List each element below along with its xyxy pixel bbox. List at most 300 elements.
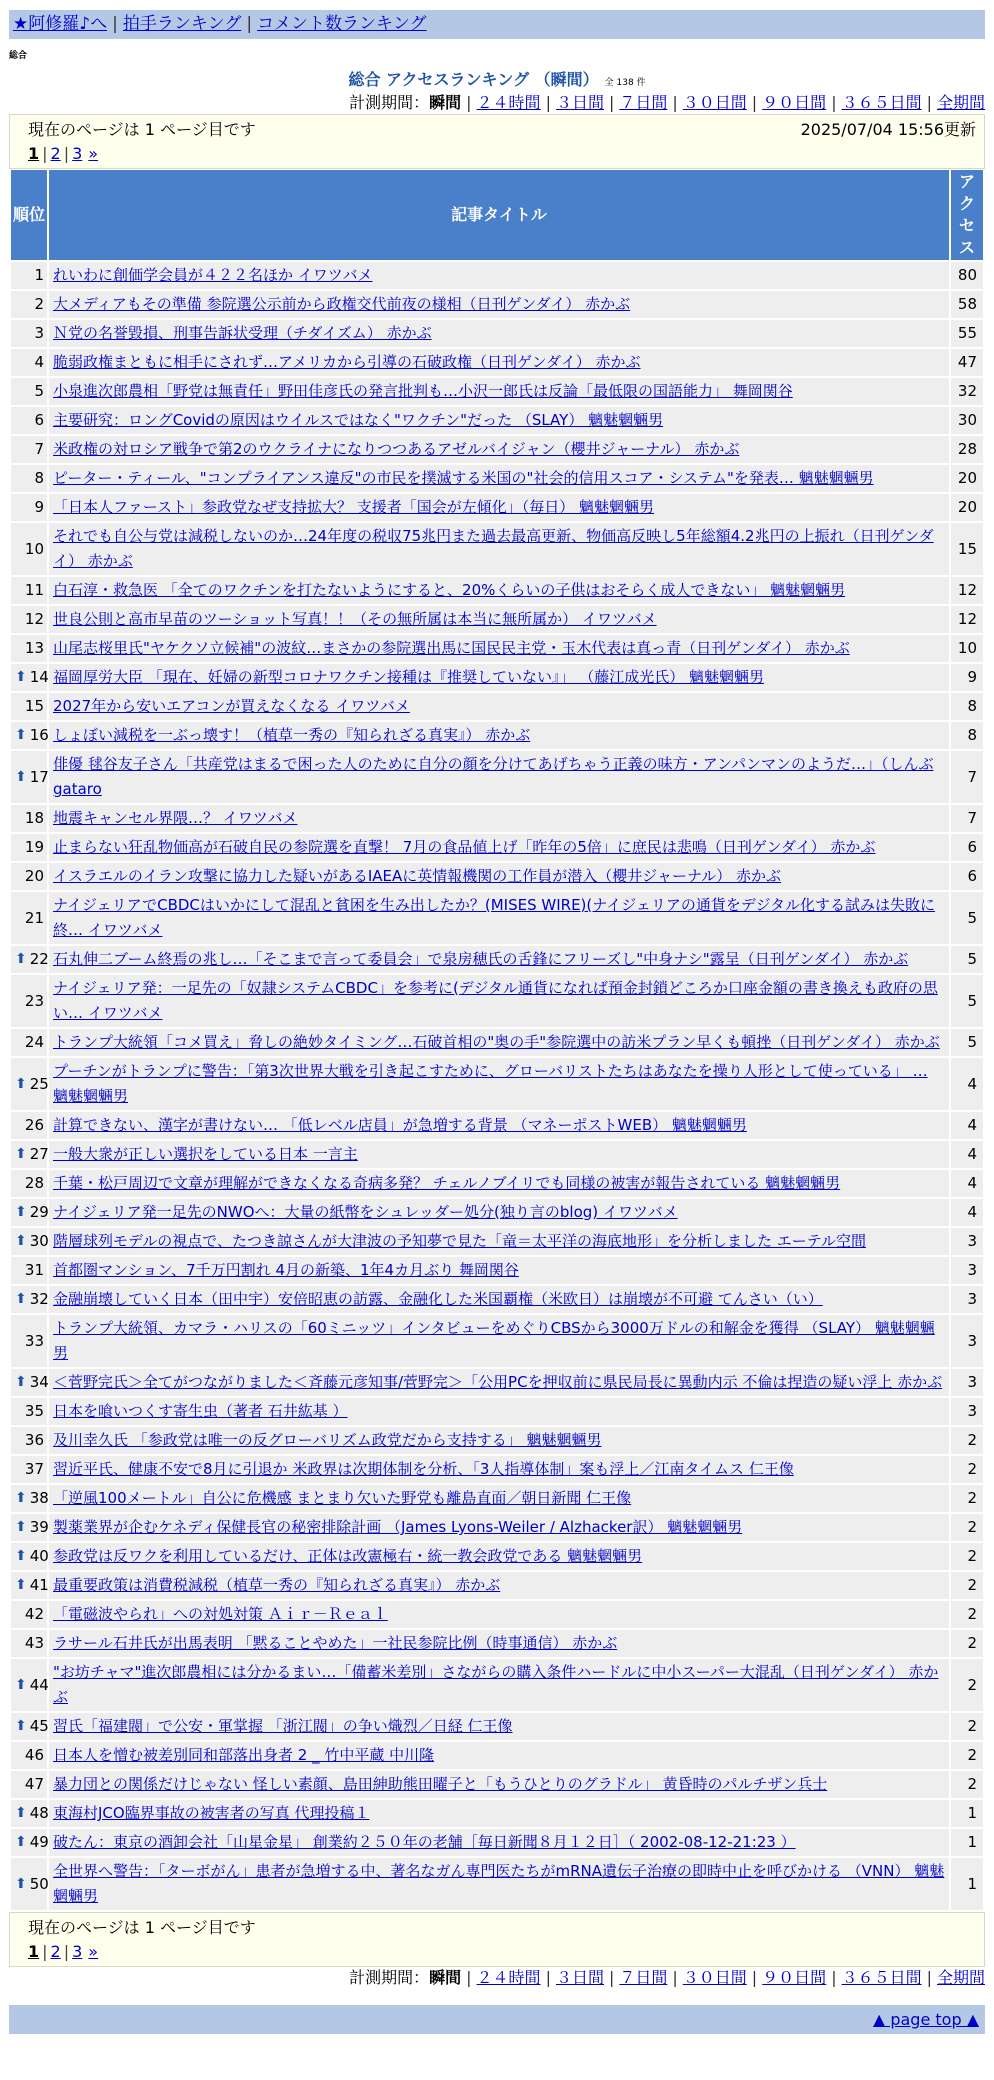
title-cell [49,1199,949,1226]
article-title-link[interactable]: プーチンがトランプに警告：「第3次世界大戦を引き起こすために、グローバリストたちはあなたを操り人形として使っている」 … 魑魅魍魎男 [53,1062,928,1105]
rank-cell [11,1141,47,1168]
table-row [11,606,983,633]
title-cell [49,1742,949,1769]
page-next-link[interactable]: » [88,144,99,163]
title-cell [49,606,949,633]
page-link-3[interactable]: 3 [72,1942,83,1961]
title-cell [49,378,949,405]
table-row [11,1514,983,1541]
article-title-link[interactable]: 世良公則と高市早苗のツーショット写真！！（その無所属は本当に無所属か） イワツバメ [53,610,657,628]
title-cell [49,1630,949,1657]
rank-up-arrow-icon: ⬆ [15,1291,27,1307]
title-cell [49,465,949,492]
rank-number: 18 [24,809,44,827]
title-cell [49,291,949,318]
period-link-4[interactable]: ９０日間 [762,93,827,112]
table-row [11,1601,983,1628]
rank-up-arrow-icon: ⬆ [15,1374,27,1390]
rank-number: 35 [24,1402,44,1420]
rank-cell [11,1829,47,1856]
article-title-link[interactable]: 暴力団との関係だけじゃない 怪しい素顔、島田紳助熊田曜子と「もうひとりのグラドル」 黄昏時のパルチザン兵士 [53,1775,828,1793]
rank-number: 41 [29,1576,49,1594]
period-link-0[interactable]: ２４時間 [476,1968,541,1987]
period-link-2[interactable]: ７日間 [619,1968,668,1987]
article-title-link[interactable]: 小泉進次郎農相「野党は無責任」野田佳彦氏の発言批判も…小沢一郎氏は反論「最低限の国語能力」 舞岡関谷 [53,382,793,400]
table-row [11,378,983,405]
article-title-link[interactable]: 日本を喰いつくす寄生虫（著者 石井紘基 ） [53,1402,348,1420]
article-title-link[interactable]: 習氏「福建閥」で公安・軍掌握 「浙江閥」の争い熾烈／日経 仁王像 [53,1717,513,1735]
page-current: 1 [28,1942,40,1961]
article-title-link[interactable]: 地震キャンセル界隈…？ イワツバメ [53,809,298,827]
title-cell [49,1713,949,1740]
table-row [11,291,983,318]
access-count: 4 [951,1199,983,1226]
rank-up-arrow-icon: ⬆ [15,768,27,785]
access-count: 2 [951,1713,983,1740]
article-title-link[interactable]: 白石淳・救急医 「全てのワクチンを打たないようにすると、20%くらいの子供はおそらく成人できない」 魑魅魍魎男 [53,581,846,599]
title-cell [49,1572,949,1599]
article-title-link[interactable]: 俳優 毬谷友子さん「共産党はまるで困った人のために自分の顔を分けてあげちゃう正義の味方・アンパンマンのようだ…」（しんぶ gataro [53,755,934,798]
title-cell [49,751,949,803]
table-row [11,751,983,803]
rank-up-arrow-icon: ⬆ [15,1834,27,1850]
table-row [11,1829,983,1856]
rank-number: 25 [29,1074,49,1093]
rank-number: 6 [34,411,44,429]
title-cell [49,1485,949,1512]
table-row [11,1800,983,1827]
article-title-link[interactable]: 最重要政策は消費税減税（植草一秀の『知られざる真実』） 赤かぶ [53,1576,501,1594]
title-cell [49,975,949,1027]
title-cell [49,320,949,347]
table-row [11,805,983,832]
rank-up-arrow-icon: ⬆ [15,1548,27,1564]
rank-number: 39 [29,1518,49,1536]
rank-cell [11,805,47,832]
rank-up-arrow-icon: ⬆ [15,669,27,685]
access-count: 3 [951,1257,983,1284]
table-row [11,1315,983,1367]
rank-cell [11,635,47,662]
rank-number: 46 [24,1746,44,1764]
separator: | [466,93,472,112]
rank-number: 9 [34,498,44,516]
access-count: 6 [951,863,983,890]
ranking-table [9,168,985,1912]
title-cell [49,1315,949,1367]
access-count: 4 [951,1141,983,1168]
rank-up-arrow-icon: ⬆ [15,1676,27,1693]
rank-cell [11,834,47,861]
nav-link-asyura-home[interactable]: ★阿修羅♪へ [13,14,108,34]
access-count: 7 [951,805,983,832]
rank-number: 30 [29,1232,49,1250]
access-count: 4 [951,1112,983,1139]
title-cell [49,1800,949,1827]
title-cell [49,1456,949,1483]
period-label: 計測期間： [349,93,430,112]
rank-number: 36 [24,1431,44,1449]
table-row [11,1029,983,1056]
access-count: 12 [951,577,983,604]
rank-cell [11,693,47,720]
period-link-6[interactable]: 全期間 [936,1968,985,1987]
rank-cell [11,494,47,521]
rank-cell [11,465,47,492]
header-title: 記事タイトル [49,170,949,260]
rank-cell [11,1858,47,1910]
article-title-link[interactable]: 「電磁波やられ」への対処対策 Ａｉｒ－Ｒｅａｌ [53,1605,388,1623]
header-access: アクセス [951,170,983,260]
article-title-link[interactable]: ナイジェリアでCBDCはいかにして混乱と貧困を生み出したか？(MISES WIRE)(ナイジェリアの通貨をデジタル化する試みは失敗に終… イワツバメ [53,896,936,939]
page-link-2[interactable]: 2 [50,144,61,163]
period-link-4[interactable]: ９０日間 [762,1968,827,1987]
rank-cell [11,1170,47,1197]
rank-up-arrow-icon: ⬆ [15,727,27,743]
title-cell [49,577,949,604]
rank-cell [11,1771,47,1798]
title-cell [49,1659,949,1711]
rank-cell [11,378,47,405]
rank-cell [11,892,47,944]
current-page-text: 現在のページは 1 ページ目です [28,120,256,139]
rank-number: 17 [29,767,49,786]
access-count: 58 [951,291,983,318]
table-row [11,1858,983,1910]
pagination-top [28,142,976,166]
title-cell [49,436,949,463]
rank-number: 2 [34,295,44,313]
rank-cell [11,863,47,890]
rank-up-arrow-icon: ⬆ [15,1490,27,1506]
article-title-link[interactable]: 全世界へ警告：「ターボがん」患者が急増する中、著名なガん専門医たちがmRNA遺伝子治療の即時中止を呼びかける （VNN） 魑魅魍魎男 [53,1862,945,1905]
table-row [11,1369,983,1396]
rank-number: 44 [29,1675,49,1694]
rank-cell [11,577,47,604]
access-count: 2 [951,1485,983,1512]
header-rank: 順位 [11,170,47,260]
period-label: 計測期間： [349,1968,430,1987]
rank-number: 11 [24,581,44,599]
separator: | [42,144,48,163]
access-count: 7 [951,751,983,803]
table-row [11,1543,983,1570]
article-title-link[interactable]: 2027年から安いエアコンが買えなくなる イワツバメ [53,697,410,715]
article-title-link[interactable]: 大メディアもその準備 参院選公示前から政権交代前夜の様相（日刊ゲンダイ） 赤かぶ [53,295,631,313]
article-title-link[interactable]: 山尾志桜里氏"ヤケクソ立候補"の波紋…まさかの参院選出馬に国民民主党・玉木代表は真っ青（日刊ゲンダイ） 赤かぶ [53,639,850,657]
separator: | [751,1968,758,1987]
article-title-link[interactable]: ナイジェリア発：一足先の「奴隷システムCBDC」を参考に(デジタル通貨になれば預金封鎖どころか口座金額の書き換えも政府の思い… イワツバメ [53,979,938,1022]
page-link-3[interactable]: 3 [72,144,83,163]
rank-number: 29 [29,1203,49,1221]
table-row [11,436,983,463]
table-row [11,1228,983,1255]
access-count: 2 [951,1742,983,1769]
access-count: 1 [951,1829,983,1856]
rank-number: 28 [24,1174,44,1192]
access-count: 9 [951,664,983,691]
article-title-link[interactable]: 製薬業界が企むケネディ保健長官の秘密排除計画 （James Lyons-Weiler / Alzhacker訳） 魑魅魍魎男 [53,1518,743,1536]
access-count: 4 [951,1170,983,1197]
rank-number: 27 [29,1145,49,1163]
rank-up-arrow-icon: ⬆ [15,1233,27,1249]
separator: | [608,1968,615,1987]
article-title-link[interactable]: ピーター・ティール、"コンプライアンス違反"の市民を撲滅する米国の"社会的信用スコア・システム"を発表… 魑魅魍魎男 [53,469,874,487]
period-link-3[interactable]: ３０日間 [682,1968,747,1987]
title-cell [49,1427,949,1454]
rank-cell [11,1800,47,1827]
period-link-0[interactable]: ２４時間 [476,93,541,112]
period-link-5[interactable]: ３６５日間 [841,1968,922,1987]
article-title-link[interactable]: 金融崩壊していく日本（田中宇）安倍昭恵の訪露、金融化した米国覇権（米欧日）は崩壊が不可避 てんさい（い） [53,1290,823,1308]
article-title-link[interactable]: Ｎ党の名誉毀損、刑事告訴状受理（チダイズム） 赤かぶ [53,324,432,342]
rank-number: 5 [34,382,44,400]
rank-cell [11,722,47,749]
nav-link-applause-ranking[interactable]: 拍手ランキング [122,14,242,34]
rank-cell [11,523,47,575]
rank-cell [11,1601,47,1628]
rank-up-arrow-icon: ⬆ [15,1875,27,1892]
separator: | [608,93,615,112]
article-title-link[interactable]: トランプ大統領「コメ買え」脅しの絶妙タイミング…石破首相の"奥の手"参院選中の訪米プラン早くも頓挫（日刊ゲンダイ） 赤かぶ [53,1033,940,1051]
table-row [11,1630,983,1657]
article-title-link[interactable]: 「逆風100メートル」自公に危機感 まとまり欠いた野党も離島直面／朝日新聞 仁王像 [53,1489,632,1507]
title-cell [49,834,949,861]
total-count: 全 138 件 [604,78,646,88]
rank-number: 13 [24,639,44,657]
current-page-text-bottom: 現在のページは 1 ページ目です [28,1918,256,1937]
article-title-link[interactable]: ラサール石井氏が出馬表明 「黙ることやめた」一社民参院比例（時事通信） 赤かぶ [53,1634,618,1652]
title-cell [49,892,949,944]
page-title-line [9,68,985,92]
access-count: 2 [951,1601,983,1628]
page-next-link[interactable]: » [88,1942,99,1961]
article-title-link[interactable]: 首都圏マンション、7千万円割れ 4月の新築、1年4カ月ぶり 舞岡関谷 [53,1261,519,1279]
table-row [11,407,983,434]
rank-cell [11,1659,47,1711]
access-count: 10 [951,635,983,662]
access-count: 2 [951,1572,983,1599]
rank-number: 15 [24,697,44,715]
rank-number: 50 [29,1874,49,1893]
footer-bar [9,2005,985,2034]
table-row [11,1286,983,1313]
period-current: 瞬間 [429,1968,462,1987]
rank-cell [11,1572,47,1599]
table-row [11,577,983,604]
article-title-link[interactable]: "お坊チャマ"進次郎農相には分かるまい…「備蓄米差別」さながらの購入条件ハードルに中小スーパー大混乱（日刊ゲンダイ） 赤かぶ [53,1663,939,1706]
title-cell [49,722,949,749]
rank-cell [11,1315,47,1367]
access-count: 8 [951,722,983,749]
title-cell [49,1286,949,1313]
article-title-link[interactable]: 及川幸久氏 「参政党は唯一の反グローバリズム政党だから支持する」 魑魅魍魎男 [53,1431,602,1449]
rank-cell [11,1742,47,1769]
rank-number: 42 [24,1605,44,1623]
rank-number: 16 [29,726,49,744]
article-title-link[interactable]: 米政権の対ロシア戦争で第2のウクライナになりつつあるアゼルバイジャン（櫻井ジャーナル） 赤かぶ [53,440,740,458]
rank-number: 4 [34,353,44,371]
rank-cell [11,1228,47,1255]
rank-number: 20 [24,867,44,885]
article-title-link[interactable]: 一般大衆が正しい選択をしている日本 一言主 [53,1145,358,1163]
title-cell [49,1601,949,1628]
table-row [11,1485,983,1512]
table-row [11,465,983,492]
rank-cell [11,1058,47,1110]
title-cell [49,523,949,575]
rank-cell [11,1514,47,1541]
period-link-1[interactable]: ３日間 [555,1968,604,1987]
article-title-link[interactable]: 止まらない狂乱物価高が石破自民の参院選を直撃！ 7月の食品値上げ「昨年の5倍」に庶民は悲鳴（日刊ゲンダイ） 赤かぶ [53,838,876,856]
access-count: 8 [951,693,983,720]
access-count: 30 [951,407,983,434]
table-row [11,1713,983,1740]
rank-number: 40 [29,1547,49,1565]
separator: | [63,1942,70,1961]
rank-up-arrow-icon: ⬆ [15,1577,27,1593]
article-title-link[interactable]: トランプ大統領、カマラ・ハリスの「60ミニッツ」インタビューをめぐりCBSから3000万ドルの和解金を獲得 （SLAY） 魑魅魍魎男 [53,1319,935,1362]
table-row [11,1141,983,1168]
article-title-link[interactable]: 階層球列モデルの視点で、たつき諒さんが大津波の予知夢で見た「竜＝太平洋の海底地形」を分析しました エーテル空間 [53,1232,866,1250]
rank-cell [11,1257,47,1284]
table-row [11,975,983,1027]
access-count: 55 [951,320,983,347]
rank-cell [11,1485,47,1512]
access-count: 28 [951,436,983,463]
period-link-6[interactable]: 全期間 [936,93,985,112]
table-row [11,693,983,720]
access-count: 5 [951,892,983,944]
article-title-link[interactable]: 「日本人ファースト」参政党なぜ支持拡大？ 支援者「国会が左傾化」（毎日） 魑魅魍魎男 [53,498,654,516]
title-cell [49,693,949,720]
access-count: 5 [951,1029,983,1056]
article-title-link[interactable]: れいわに創価学会員が４２２名ほか イワツバメ [53,266,373,284]
access-count: 4 [951,1058,983,1110]
rank-number: 33 [24,1331,44,1350]
table-row [11,320,983,347]
rank-up-arrow-icon: ⬆ [15,951,27,967]
rank-number: 23 [24,991,44,1010]
rank-number: 19 [24,838,44,856]
period-selector-bottom [9,1967,985,1989]
title-cell [49,1829,949,1856]
article-title-link[interactable]: 破たん：東京の酒卸会社「山星金星」 創業約２５０年の老舗［毎日新聞８月１２日］（ 2002-08-12-21:23 ） [53,1833,796,1851]
page-top-link[interactable]: ▲ page top ▲ [872,2010,979,2029]
period-selector-top [9,92,985,114]
table-row [11,1742,983,1769]
article-title-link[interactable]: しょぼい減税を一ぶっ壊す！（植草一秀の『知られざる真実』） 赤かぶ [53,726,531,744]
title-cell [49,262,949,289]
rank-number: 14 [29,668,49,686]
table-header-row [11,170,983,260]
article-title-link[interactable]: 石丸伸二ブーム終焉の兆し…「そこまで言って委員会」で泉房穂氏の舌鋒にフリーズし"中身ナシ"露呈（日刊ゲンダイ） 赤かぶ [53,950,909,968]
title-cell [49,805,949,832]
rank-cell [11,1112,47,1139]
article-title-link[interactable]: 日本人を憎む被差別同和部落出身者 2 _ 竹中平蔵 中川隆 [53,1746,435,1764]
article-title-link[interactable]: 脆弱政権まともに相手にされず…アメリカから引導の石破政権（日刊ゲンダイ） 赤かぶ [53,353,641,371]
title-cell [49,1771,949,1798]
article-title-link[interactable]: 東海村JCO臨界事故の被害者の写真 代理投稿１ [53,1804,370,1822]
rank-number: 12 [24,610,44,628]
access-count: 15 [951,523,983,575]
rank-number: 37 [24,1460,44,1478]
rank-number: 32 [29,1290,49,1308]
access-count: 2 [951,1543,983,1570]
rank-up-arrow-icon: ⬆ [15,1075,27,1092]
table-row [11,635,983,662]
rank-number: 7 [34,440,44,458]
rank-number: 45 [29,1717,49,1735]
rank-number: 1 [34,266,44,284]
rank-cell [11,262,47,289]
title-cell [49,1228,949,1255]
title-cell [49,349,949,376]
rank-up-arrow-icon: ⬆ [15,1805,27,1821]
table-row [11,1427,983,1454]
article-title-link[interactable]: ＜菅野完氏＞全てがつながりました＜斉藤元彦知事/菅野完＞「公用PCを押収前に県民局長に異動内示 不倫は捏造の疑い浮上 赤かぶ [53,1373,943,1391]
table-row [11,1170,983,1197]
section-label: 総合 [9,51,28,61]
rank-number: 26 [24,1116,44,1134]
access-count: 2 [951,1659,983,1711]
access-count: 2 [951,1456,983,1483]
rank-number: 21 [24,908,44,927]
rank-cell [11,1398,47,1425]
access-count: 2 [951,1771,983,1798]
period-link-3[interactable]: ３０日間 [682,93,747,112]
article-title-link[interactable]: ナイジェリア発一足先のNWOへ：大量の紙幣をシュレッダー処分(独り言のblog) イワツバメ [53,1203,678,1221]
access-count: 47 [951,349,983,376]
access-count: 12 [951,606,983,633]
period-link-1[interactable]: ３日間 [555,93,604,112]
rank-cell [11,1630,47,1657]
article-title-link[interactable]: 福岡厚労大臣 「現在、妊婦の新型コロナワクチン接種は『推奨していない』」 （藤江成光氏） 魑魅魍魎男 [53,668,765,686]
access-count: 80 [951,262,983,289]
rank-cell [11,664,47,691]
access-count: 5 [951,946,983,973]
page-current: 1 [28,144,40,163]
page-title: 総合 アクセスランキング （瞬間） [348,70,599,89]
article-title-link[interactable]: 千葉・松戸周辺で文章が理解ができなくなる奇病多発？ チェルノブイリでも同様の被害が報告されている 魑魅魍魎男 [53,1174,841,1192]
access-count: 6 [951,834,983,861]
page-link-2[interactable]: 2 [50,1942,61,1961]
period-link-2[interactable]: ７日間 [619,93,668,112]
article-title-link[interactable]: イスラエルのイラン攻撃に協力した疑いがあるIAEAに英情報機関の工作員が潜入（櫻井ジャーナル） 赤かぶ [53,867,781,885]
article-title-link[interactable]: 習近平氏、健康不安で8月に引退か 米政界は次期体制を分析、「3人指導体制」案も浮上／江南タイムス 仁王像 [53,1460,794,1478]
access-count: 5 [951,975,983,1027]
pagination-bottom [28,1940,976,1964]
nav-link-comment-ranking[interactable]: コメント数ランキング [257,14,427,34]
rank-cell [11,1199,47,1226]
table-row [11,834,983,861]
access-count: 20 [951,465,983,492]
period-link-5[interactable]: ３６５日間 [841,93,922,112]
article-title-link[interactable]: それでも自公与党は減税しないのか…24年度の税収75兆円また過去最高更新、物価高反映し5年総額4.2兆円の上振れ（日刊ゲンダイ） 赤かぶ [53,527,934,570]
title-cell [49,946,949,973]
table-row [11,1058,983,1110]
separator: | [63,144,70,163]
rank-cell [11,291,47,318]
table-row [11,1771,983,1798]
access-count: 1 [951,1858,983,1910]
article-title-link[interactable]: 計算できない、漢字が書けない… 「低レベル店員」が急増する背景 （マネーポストWEB） 魑魅魍魎男 [53,1116,747,1134]
rank-cell [11,751,47,803]
rank-number: 49 [29,1833,49,1851]
table-row [11,523,983,575]
article-title-link[interactable]: 主要研究：ロングCovidの原因はウイルスではなく"ワクチン"だった （SLAY） 魑魅魍魎男 [53,411,664,429]
article-title-link[interactable]: 参政党は反ワクを利用しているだけ、正体は改憲極右・統一教会政党である 魑魅魍魎男 [53,1547,643,1565]
